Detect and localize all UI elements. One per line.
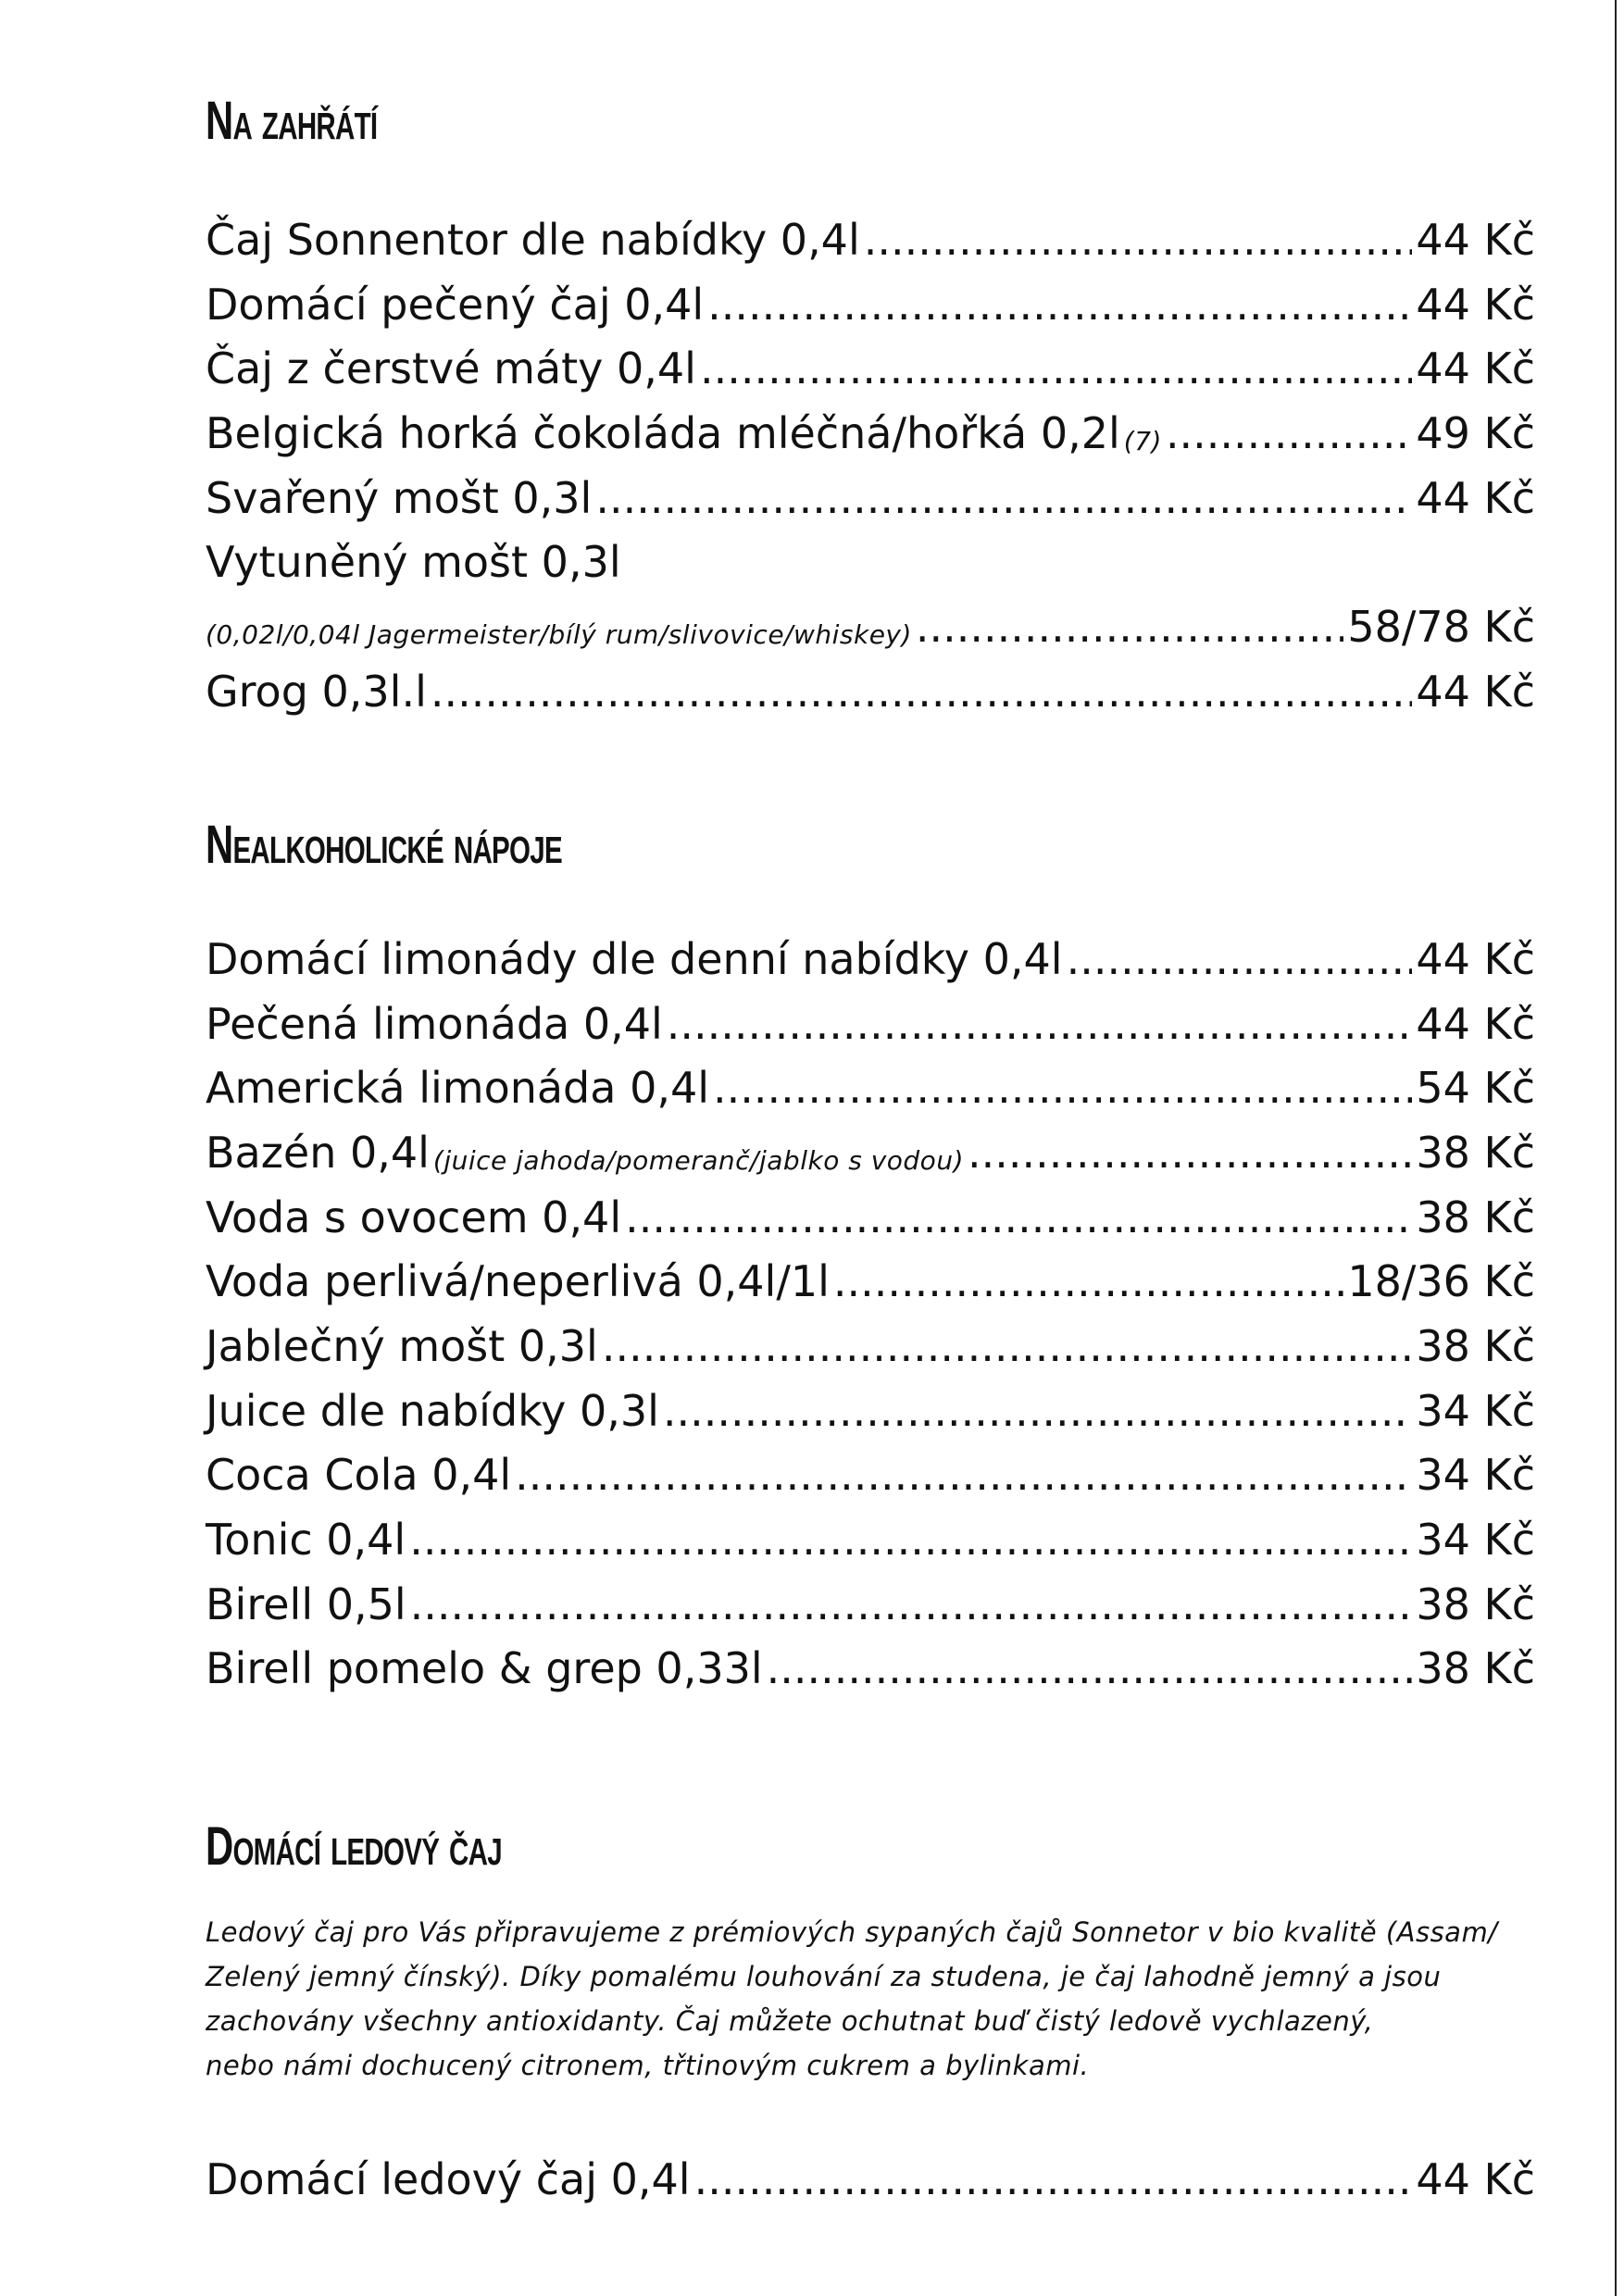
menu-item [206, 1183, 1535, 1242]
menu-item-note: (7) [1123, 426, 1162, 456]
description-line: nebo námi dochucený citronem, třtinovým cukrem a bylinkami. [206, 2050, 1090, 2081]
dot-leader [431, 670, 1413, 713]
menu-item-name: Voda perlivá/neperlivá 0,4l/1l [206, 1256, 830, 1306]
dot-leader [916, 605, 1343, 648]
dot-leader [602, 1325, 1413, 1367]
description-line: Ledový čaj pro Vás připravujeme z prémiových sypaných čajů Sonnetor v bio kvalitě (Assam/ [206, 1916, 1498, 1948]
menu-item [206, 1634, 1535, 1693]
menu-item-name: Čaj Sonnentor dle nabídky 0,4l [206, 215, 860, 265]
menu-item [206, 334, 1535, 393]
dot-leader [595, 477, 1412, 519]
dot-leader [700, 347, 1412, 390]
menu-item-name: Birell pomelo & grep 0,33l [206, 1643, 763, 1693]
dot-leader [663, 1390, 1412, 1432]
menu-item-price: 44 Kč [1416, 280, 1535, 330]
menu-item-name: Svařený mošt 0,3l [206, 473, 593, 523]
menu-item [206, 1312, 1535, 1371]
description-line: Zelený jemný čínský). Díky pomalému louhování za studena, je čaj lahodně jemný a jsou [206, 1961, 1442, 1992]
menu-item-price: 44 Kč [1416, 934, 1535, 984]
menu-item [206, 528, 1535, 587]
menu-item-price: 38 Kč [1416, 1321, 1535, 1371]
menu-item-price: 38 Kč [1416, 1192, 1535, 1242]
menu-item-price: 44 Kč [1416, 343, 1535, 393]
menu-item-price: 44 Kč [1416, 215, 1535, 265]
menu-item-price: 34 Kč [1416, 1515, 1535, 1565]
menu-item-price: 58/78 Kč [1347, 602, 1535, 652]
dot-leader [667, 1003, 1413, 1045]
menu-item [206, 593, 1535, 652]
menu-item-note: (0,02l/0,04l Jagermeister/bílý rum/slivovice/whiskey) [206, 619, 912, 650]
dot-leader [409, 1518, 1412, 1561]
menu-item-price: 34 Kč [1416, 1450, 1535, 1500]
menu-item [206, 990, 1535, 1049]
section-title-warm-drinks: Na zahřátí [206, 91, 378, 151]
menu-item-price: 44 Kč [1416, 473, 1535, 523]
menu-item-name: Belgická horká čokoláda mléčná/hořká 0,2l [206, 408, 1120, 458]
menu-item [206, 925, 1535, 984]
dot-leader [694, 2158, 1413, 2201]
menu-item-price: 34 Kč [1416, 1386, 1535, 1436]
menu-item-name: Americká limonáda 0,4l [206, 1063, 710, 1113]
menu-item-name: Bazén 0,4l [206, 1128, 430, 1178]
menu-item-name: Čaj z čerstvé máty 0,4l [206, 343, 696, 393]
dot-leader [1067, 938, 1413, 980]
dot-leader [515, 1454, 1412, 1496]
dot-leader [713, 1067, 1412, 1109]
menu-item-price: 44 Kč [1416, 2154, 1535, 2204]
dot-leader [767, 1647, 1413, 1690]
menu-item-name: Domácí ledový čaj 0,4l [206, 2154, 691, 2204]
menu-item-name: Domácí pečený čaj 0,4l [206, 280, 705, 330]
menu-item-name: Vytuněný mošt 0,3l [206, 537, 621, 587]
dot-leader [625, 1196, 1412, 1239]
menu-item-price: 44 Kč [1416, 999, 1535, 1049]
menu-item-name: Coca Cola 0,4l [206, 1450, 512, 1500]
menu-item-price: 38 Kč [1416, 1128, 1535, 1178]
dot-leader [707, 283, 1412, 326]
dot-leader [410, 1583, 1413, 1626]
menu-item [206, 399, 1535, 458]
menu-item-price: 49 Kč [1416, 408, 1535, 458]
menu-item [206, 1247, 1535, 1306]
menu-item [206, 1441, 1535, 1500]
menu-item [206, 464, 1535, 523]
menu-item [206, 206, 1535, 265]
section-title-soft-drinks: Nealkoholické nápoje [206, 815, 562, 875]
menu-item [206, 270, 1535, 330]
menu-item [206, 1505, 1535, 1565]
menu-item [206, 1377, 1535, 1436]
menu-item [206, 1570, 1535, 1629]
menu-item-name: Pečená limonáda 0,4l [206, 999, 663, 1049]
menu-item-name: Domácí limonády dle denní nabídky 0,4l [206, 934, 1063, 984]
iced-tea-description [206, 1910, 1539, 2088]
menu-item-price: 44 Kč [1416, 667, 1535, 717]
menu-item-name: Grog 0,3l.l [206, 667, 427, 717]
menu-item-name: Juice dle nabídky 0,3l [206, 1386, 659, 1436]
menu-item-price: 38 Kč [1416, 1643, 1535, 1693]
menu-item [206, 657, 1535, 717]
menu-item-price: 38 Kč [1416, 1579, 1535, 1629]
menu-item [206, 1054, 1535, 1113]
dot-leader [833, 1260, 1343, 1303]
dot-leader [1166, 412, 1412, 455]
menu-item [206, 1118, 1535, 1178]
page-edge-line [1615, 0, 1624, 2296]
dot-leader [864, 218, 1413, 261]
menu-item-name: Jablečný mošt 0,3l [206, 1321, 598, 1371]
menu-item-name: Tonic 0,4l [206, 1515, 406, 1565]
dot-leader [968, 1131, 1412, 1174]
menu-item-name: Birell 0,5l [206, 1579, 406, 1629]
menu-item-price: 18/36 Kč [1347, 1256, 1535, 1306]
section-title-iced-tea: Domácí ledový čaj [206, 1816, 502, 1877]
description-line: zachovány všechny antioxidanty. Čaj můžete ochutnat buď čistý ledově vychlazený, [206, 2005, 1374, 2037]
menu-item-name: Voda s ovocem 0,4l [206, 1192, 622, 1242]
menu-item [206, 2145, 1535, 2204]
menu-item-note: (juice jahoda/pomeranč/jablko s vodou) [432, 1145, 964, 1176]
menu-item-price: 54 Kč [1416, 1063, 1535, 1113]
